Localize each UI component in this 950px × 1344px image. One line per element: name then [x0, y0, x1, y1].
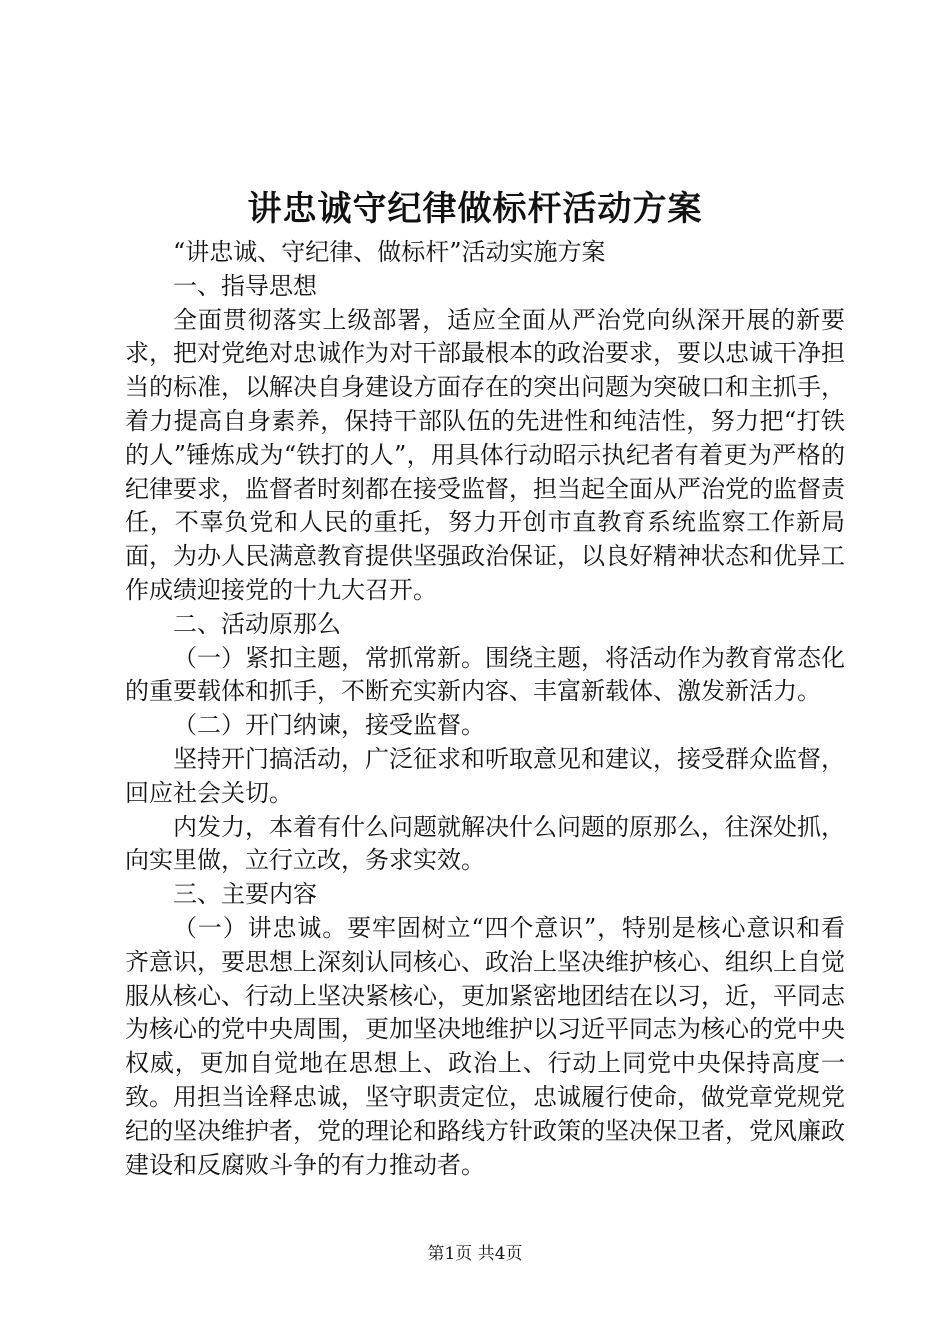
body-paragraph: 坚持开门搞活动，广泛征求和听取意见和建议，接受群众监督，回应社会关切。: [125, 744, 845, 807]
subtitle-paragraph: “讲忠诚、守纪律、做标杆”活动实施方案: [173, 238, 606, 266]
body-paragraph: 全面贯彻落实上级部署，适应全面从严治党向纵深开展的新要求，把对党绝对忠诚作为对干部最根本的政治要求，要以忠诚干净担当的标准，以解决自身建设方面存在的突出问题为突破口和主抓手，着力提高自身素养，保持干部队伍的先进性和纯洁性，努力把“打铁的人”锤炼成为“铁打的人”，用具体行动昭示执纪者有着更为严格的纪律要求，监督者时刻都在接受监督，担当起全面从严治党的监督责任，不辜负党和人民的重托，努力开创市直教育系统监察工作新局面，为办人民满意教育提供坚强政治保证，以良好精神状态和优异工作成绩迎接党的十九大召开。: [125, 305, 845, 604]
body-paragraph: （一）紧扣主题，常抓常新。围绕主题，将活动作为教育常态化的重要载体和抓手，不断充实新内容、丰富新载体、激发新活力。: [125, 643, 845, 706]
document-title: 讲忠诚守纪律做标杆活动方案: [247, 189, 703, 229]
body-paragraph: （二）开门纳谏，接受监督。: [173, 711, 485, 740]
document-body: [125, 236, 845, 1182]
section-heading-1: 一、指导思想: [173, 271, 317, 300]
body-paragraph: （一）讲忠诚。要牢固树立“四个意识”，特别是核心意识和看齐意识，要思想上深刻认同核心、政治上坚决维护核心、组织上自觉服从核心、行动上坚决紧核心，更加紧密地团结在以习，近，平同志为核心的党中央周围，更加坚决地维护以习近平同志为核心的党中央权威，更加自觉地在思想上、政治上、行动上同党中央保持高度一致。用担当诠释忠诚，坚守职责定位，忠诚履行使命，做党章党规党纪的坚决维护者，党的理论和路线方针政策的坚决保卫者，党风廉政建设和反腐败斗争的有力推动者。: [125, 913, 845, 1179]
section-heading-2: 二、活动原那么: [173, 609, 341, 638]
body-paragraph: 内发力，本着有什么问题就解决什么问题的原那么，往深处抓，向实里做，立行立改，务求实效。: [125, 812, 845, 875]
page-footer: 第1页 共4页: [427, 1244, 523, 1264]
section-heading-3: 三、主要内容: [173, 880, 317, 909]
